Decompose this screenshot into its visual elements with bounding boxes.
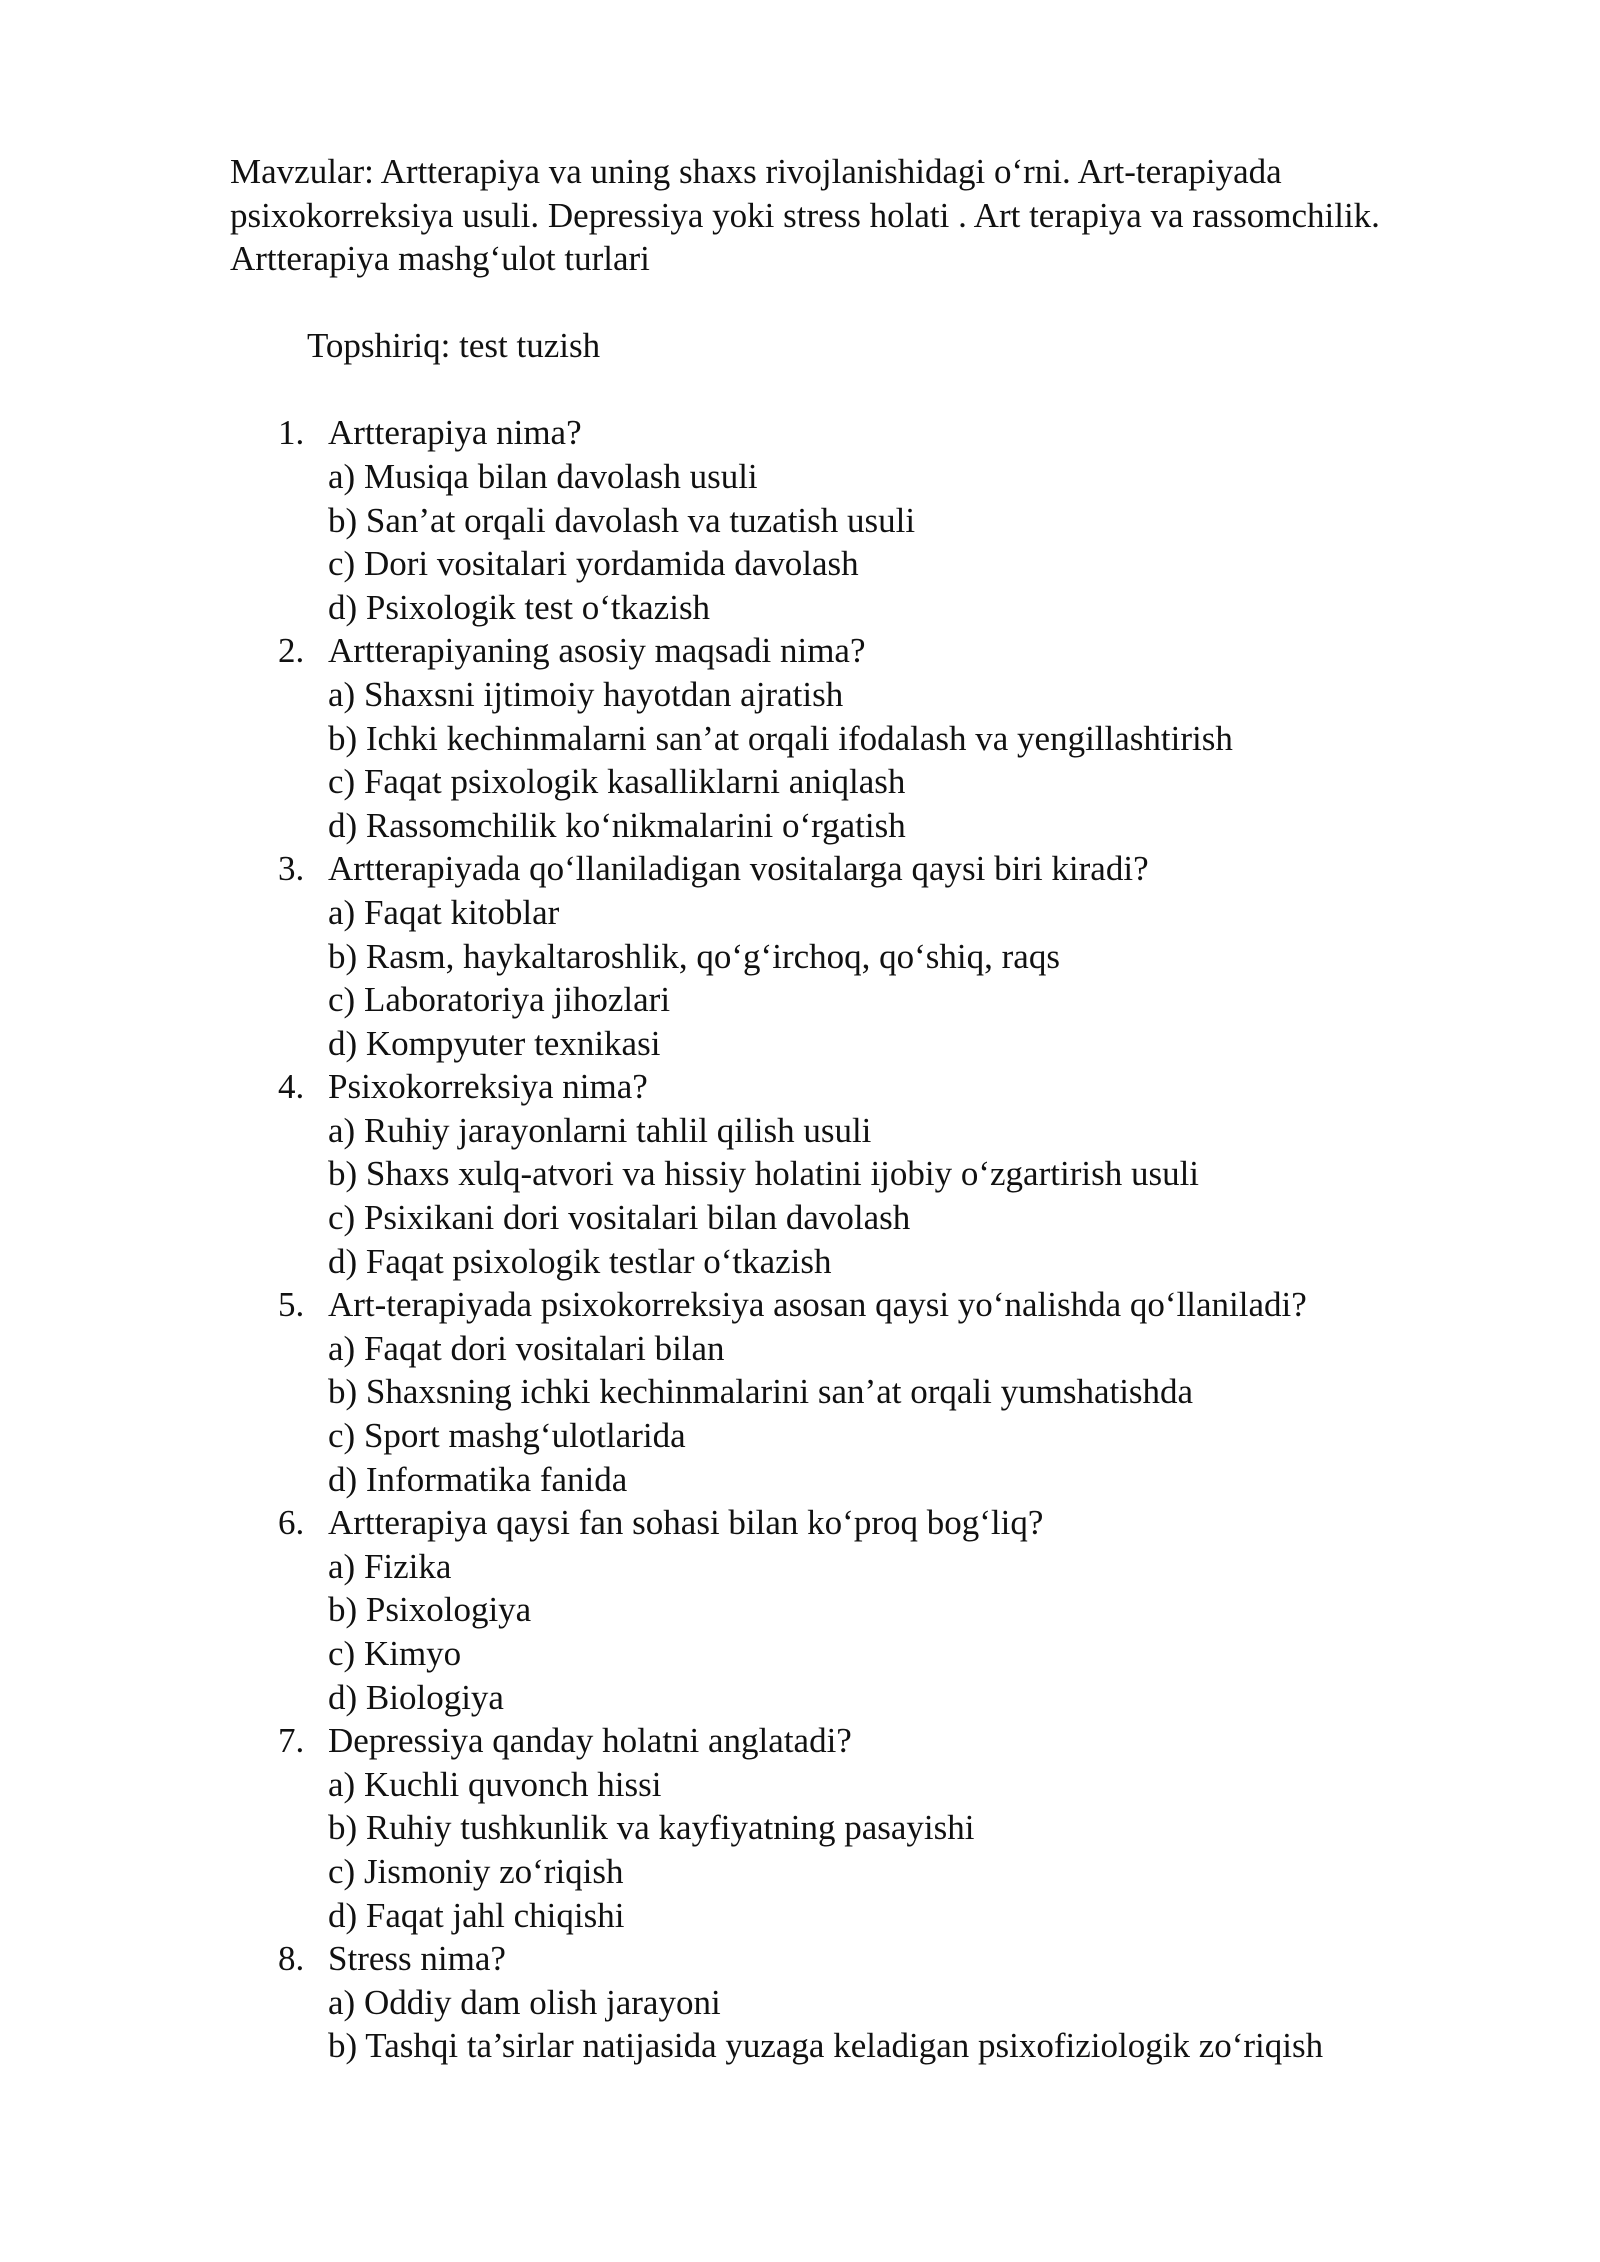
answer-option: c) Psixikani dori vositalari bilan davolash [328, 1198, 911, 1238]
question-text: Stress nima? [328, 1939, 506, 1979]
question-text: Artterapiya nima? [328, 413, 582, 453]
answer-option: d) Psixologik test o‘tkazish [328, 587, 711, 627]
question-item [230, 1501, 1500, 1719]
answer-option: b) Shaxs xulq-atvori va hissiy holatini ijobiy o‘zgartirish usuli [328, 1154, 1200, 1194]
answer-option: c) Dori vositalari yordamida davolash [328, 544, 859, 584]
question-item [230, 1719, 1500, 1937]
answer-option: a) Faqat kitoblar [328, 892, 560, 932]
answer-option: a) Kuchli quvonch hissi [328, 1764, 662, 1804]
answer-option: d) Informatika fanida [328, 1459, 628, 1499]
question-number: 4. [278, 1067, 305, 1107]
question-item [230, 1937, 1500, 2068]
question-item [230, 411, 1500, 629]
answer-option: d) Rassomchilik ko‘nikmalarini o‘rgatish [328, 805, 906, 845]
answer-option: b) Shaxsning ichki kechinmalarini san’at orqali yumshatishda [328, 1372, 1194, 1412]
answer-option: c) Kimyo [328, 1634, 462, 1673]
answer-option: a) Fizika [328, 1546, 452, 1586]
document-page [230, 150, 1500, 2068]
answer-option: a) Shaxsni ijtimoiy hayotdan ajratish [328, 674, 844, 714]
question-list [230, 411, 1500, 2068]
answer-option: c) Laboratoriya jihozlari [328, 980, 671, 1020]
task-heading: Topshiriq: test tuzish [307, 325, 601, 365]
question-number: 3. [278, 849, 305, 889]
question-item [230, 1065, 1500, 1283]
answer-option: b) Ichki kechinmalarni san’at orqali ifodalash va yengillashtirish [328, 718, 1233, 758]
answer-option: a) Ruhiy jarayonlarni tahlil qilish usuli [328, 1110, 872, 1150]
question-number: 1. [278, 413, 305, 453]
answer-option: b) Tashqi ta’sirlar natijasida yuzaga keladigan psixofiziologik zo‘riqish [328, 2026, 1324, 2066]
question-text: Artterapiyaning asosiy maqsadi nima? [328, 631, 866, 671]
answer-option: c) Jismoniy zo‘riqish [328, 1851, 624, 1891]
answer-option: a) Oddiy dam olish jarayoni [328, 1982, 721, 2022]
question-item [230, 1283, 1500, 1501]
answer-option: c) Faqat psixologik kasalliklarni aniqlash [328, 762, 906, 802]
answer-option: c) Sport mashg‘ulotlarida [328, 1416, 686, 1456]
answer-option: b) Rasm, haykaltaroshlik, qo‘g‘irchoq, qo‘shiq, raqs [328, 936, 1060, 976]
answer-option: b) Ruhiy tushkunlik va kayfiyatning pasayishi [328, 1808, 975, 1848]
answer-option: d) Faqat psixologik testlar o‘tkazish [328, 1241, 832, 1281]
topics-paragraph: Mavzular: Artterapiya va uning shaxs rivojlanishidagi o‘rni. Art-terapiyada psixokorreksiya usuli. Depressiya yoki stress holati . Art terapiya va rassomchilik. Artterapiya mashg‘ulot turlari [230, 152, 1380, 279]
question-number: 8. [278, 1939, 305, 1979]
question-number: 6. [278, 1503, 305, 1543]
answer-option: d) Faqat jahl chiqishi [328, 1895, 625, 1935]
answer-option: d) Biologiya [328, 1677, 504, 1717]
question-number: 2. [278, 631, 305, 671]
answer-option: a) Musiqa bilan davolash usuli [328, 456, 758, 496]
answer-option: b) Psixologiya [328, 1590, 532, 1630]
answer-option: a) Faqat dori vositalari bilan [328, 1328, 725, 1368]
question-text: Artterapiyada qo‘llaniladigan vositalarga qaysi biri kiradi? [328, 849, 1149, 889]
question-number: 5. [278, 1285, 305, 1325]
answer-option: b) San’at orqali davolash va tuzatish usuli [328, 500, 916, 540]
question-text: Art-terapiyada psixokorreksiya asosan qaysi yo‘nalishda qo‘llaniladi? [328, 1285, 1307, 1325]
question-text: Depressiya qanday holatni anglatadi? [328, 1721, 852, 1761]
question-item [230, 847, 1500, 1065]
question-text: Artterapiya qaysi fan sohasi bilan ko‘proq bog‘liq? [328, 1503, 1044, 1543]
question-number: 7. [278, 1721, 305, 1761]
question-text: Psixokorreksiya nima? [328, 1067, 648, 1107]
answer-option: d) Kompyuter texnikasi [328, 1023, 661, 1063]
question-item [230, 629, 1500, 847]
